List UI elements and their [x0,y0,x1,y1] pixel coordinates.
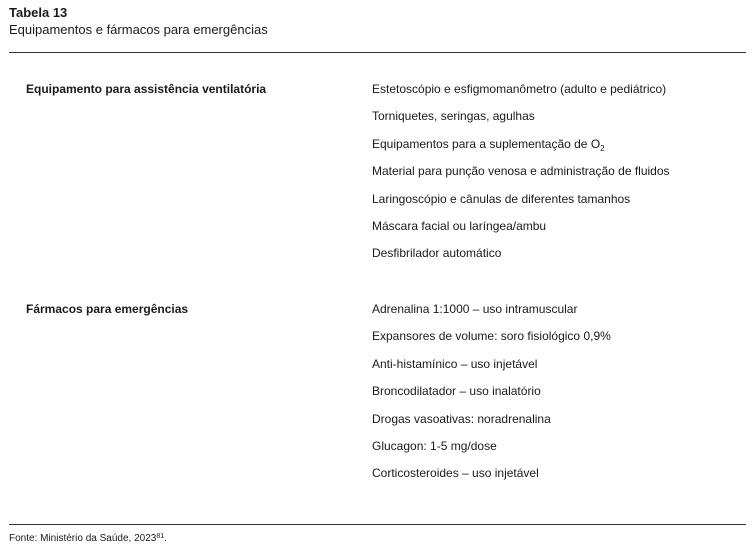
list-item: Desfibrilador automático [372,246,502,261]
table-title: Equipamentos e fármacos para emergências [9,22,268,37]
source-text: Fonte: Ministério da Saúde, 2023 [9,533,157,544]
drugs-list [372,302,611,494]
source-reference: 81 [156,533,165,540]
list-item: Material para punção venosa e administração de fluidos [372,164,670,179]
group-label-equipment: Equipamento para assistência ventilatória [26,82,267,96]
table-number: Tabela 13 [9,5,68,20]
list-item: Adrenalina 1:1000 – uso intramuscular [372,302,578,316]
list-item: Anti-histamínico – uso injetável [372,356,538,371]
list-item: Glucagon: 1-5 mg/dose [372,438,497,453]
list-item: Drogas vasoativas: noradrenalina [372,411,551,426]
list-item [372,137,670,151]
source-suffix: . [164,533,167,544]
list-item: Corticosteroides – uso injetável [372,466,539,481]
list-item: Torniquetes, seringas, agulhas [372,109,535,124]
oxygen-subscript: 2 [600,143,605,153]
list-item: Broncodilatador – uso inalatório [372,384,541,399]
top-divider [9,52,746,53]
source-note [9,533,167,545]
list-item: Máscara facial ou laríngea/ambu [372,218,547,233]
bottom-divider [9,524,746,525]
equipment-list [372,82,670,274]
list-item-text: Equipamentos para a suplementação de O [372,136,601,151]
list-item: Laringoscópio e cânulas de diferentes tamanhos [372,191,631,206]
group-label-drugs: Fármacos para emergências [26,302,189,316]
list-item: Estetoscópio e esfigmomanômetro (adulto e pediátrico) [372,82,667,96]
list-item: Expansores de volume: soro fisiológico 0,9% [372,329,611,344]
